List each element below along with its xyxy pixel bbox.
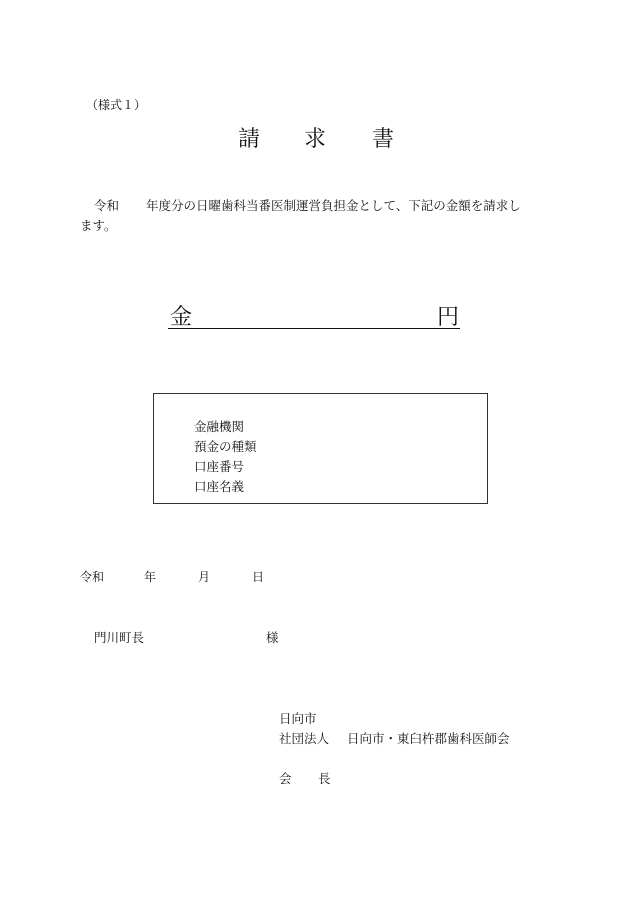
issuer-title-char-2: 長 bbox=[318, 771, 331, 786]
account-number-label: 口座番号 bbox=[194, 459, 245, 474]
date-month-label: 月 bbox=[198, 570, 211, 584]
bank-institution-label: 金融機関 bbox=[194, 419, 245, 434]
account-name-label: 口座名義 bbox=[194, 479, 245, 494]
title-char-3: 書 bbox=[372, 127, 395, 152]
issuer-org-type: 社団法人 bbox=[279, 731, 330, 746]
statement-era: 令和 bbox=[94, 198, 120, 213]
issuer-org-name: 日向市・東臼杵郡歯科医師会 bbox=[347, 731, 510, 746]
amount-unit: 円 bbox=[437, 305, 460, 330]
addressee-name: 門川町長 bbox=[94, 630, 145, 645]
issuer-city: 日向市 bbox=[279, 711, 317, 726]
statement-line-1: 年度分の日曜歯科当番医制運営負担金として、下記の金額を請求し bbox=[146, 198, 521, 213]
bank-info-box bbox=[153, 393, 488, 504]
addressee-honorific: 様 bbox=[266, 630, 279, 645]
date-day-label: 日 bbox=[252, 570, 265, 584]
statement-line-2: ます。 bbox=[80, 218, 117, 233]
form-number: （様式１） bbox=[86, 98, 147, 112]
amount-underline bbox=[168, 328, 460, 329]
date-year-label: 年 bbox=[144, 570, 157, 584]
account-type-label: 預金の種類 bbox=[194, 439, 257, 454]
amount-prefix: 金 bbox=[170, 305, 193, 330]
issuer-title-char-1: 会 bbox=[279, 771, 292, 786]
title-char-1: 請 bbox=[238, 127, 261, 152]
title-char-2: 求 bbox=[304, 127, 327, 152]
date-era: 令和 bbox=[80, 570, 105, 584]
